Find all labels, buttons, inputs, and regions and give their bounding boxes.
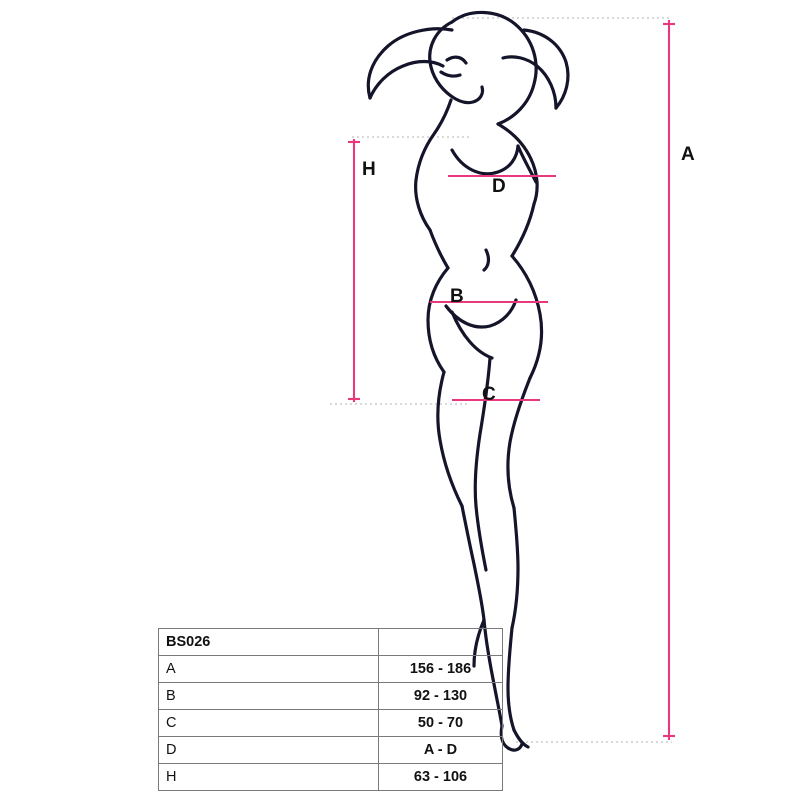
table-row [159,764,503,791]
table-cell-code: C [159,710,379,737]
table-cell-code: H [159,764,379,791]
table-cell-value: A - D [379,737,503,764]
table-row [159,629,503,656]
dimension-label-c: C [482,384,497,405]
table-cell-code: A [159,656,379,683]
table-row [159,683,503,710]
table-row [159,710,503,737]
dimension-label-a: A [681,144,696,165]
table-cell-code: BS026 [159,629,379,656]
table-row [159,737,503,764]
table-cell-value: 50 - 70 [379,710,503,737]
dimension-label-d: D [492,176,507,197]
table-cell-value [379,629,503,656]
size-table [158,628,503,791]
table-cell-value: 92 - 130 [379,683,503,710]
table-cell-code: D [159,737,379,764]
dimension-label-h: H [362,159,377,180]
table-cell-code: B [159,683,379,710]
table-row [159,656,503,683]
table-cell-value: 63 - 106 [379,764,503,791]
table-cell-value: 156 - 186 [379,656,503,683]
dimension-label-b: B [450,286,465,307]
